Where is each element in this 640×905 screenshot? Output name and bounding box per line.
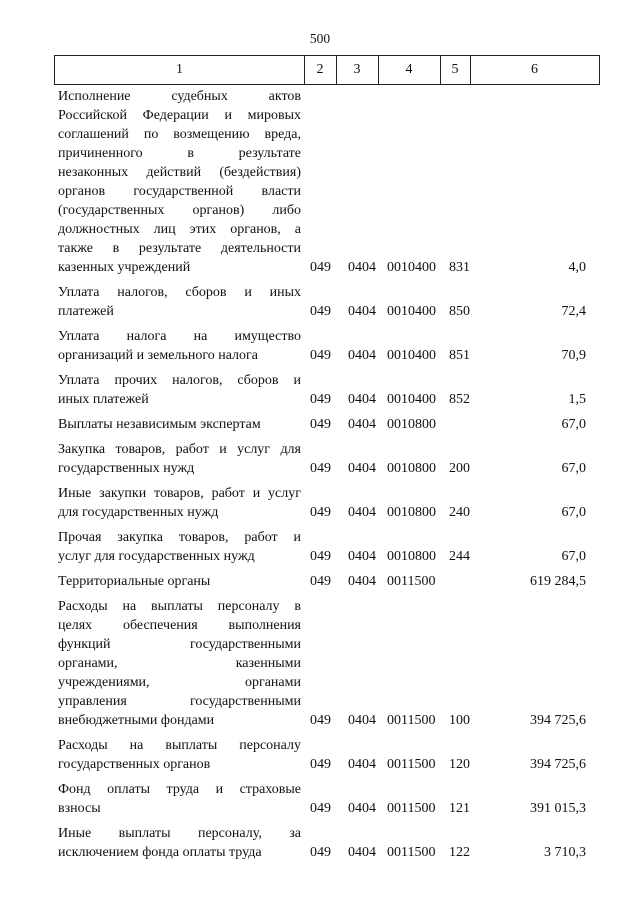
- row-name-line: Прочая закупка товаров, работ и: [58, 530, 301, 545]
- row-section: 0404: [348, 845, 376, 860]
- row-name-line: государственных органов: [58, 757, 211, 772]
- row-sum: 619 284,5: [530, 574, 586, 589]
- row-name-line: учреждениями, органами: [58, 675, 301, 690]
- table-header: [54, 55, 600, 85]
- row-name-line: Исполнение судебных актов: [58, 89, 301, 104]
- row-kind: 120: [449, 757, 470, 772]
- row-sum: 70,9: [561, 348, 586, 363]
- row-kind: 852: [449, 392, 470, 407]
- header-col-6: 6: [531, 62, 538, 77]
- row-name-line: иных платежей: [58, 392, 149, 407]
- row-section: 0404: [348, 304, 376, 319]
- row-article: 0011500: [387, 801, 436, 816]
- row-name-line: для государственных нужд: [58, 505, 219, 520]
- row-name-line: целях обеспечения выполнения: [58, 618, 301, 633]
- row-name: [58, 780, 301, 818]
- row-name-line: Уплата прочих налогов, сборов и: [58, 373, 301, 388]
- row-sum: 72,4: [561, 304, 586, 319]
- table-row: [0, 327, 640, 365]
- row-code: 049: [310, 417, 331, 432]
- row-name-line: Уплата налогов, сборов и иных: [58, 285, 301, 300]
- row-name: [58, 528, 301, 566]
- row-kind: 100: [449, 713, 470, 728]
- row-code: 049: [310, 348, 331, 363]
- row-section: 0404: [348, 260, 376, 275]
- row-sum: 67,0: [561, 417, 586, 432]
- row-name-line: организаций и земельного налога: [58, 348, 258, 363]
- row-code: 049: [310, 574, 331, 589]
- table-row: [0, 597, 640, 730]
- row-name-line: (государственных органов) либо: [58, 203, 301, 218]
- row-article: 0010400: [387, 260, 436, 275]
- row-sum: 394 725,6: [530, 757, 586, 772]
- row-name-line: взносы: [58, 801, 101, 816]
- row-code: 049: [310, 304, 331, 319]
- row-name-line: незаконных действий (бездействия): [58, 165, 301, 180]
- row-article: 0010400: [387, 348, 436, 363]
- row-article: 0011500: [387, 845, 436, 860]
- row-article: 0010800: [387, 549, 436, 564]
- row-section: 0404: [348, 392, 376, 407]
- row-code: 049: [310, 505, 331, 520]
- row-name: [58, 371, 301, 409]
- row-name-line: Иные закупки товаров, работ и услуг: [58, 486, 301, 501]
- table-row: [0, 780, 640, 818]
- row-sum: 67,0: [561, 505, 586, 520]
- row-code: 049: [310, 713, 331, 728]
- table-row: [0, 415, 640, 434]
- row-name: [58, 736, 301, 774]
- row-name-line: причиненного в результате: [58, 146, 301, 161]
- row-name-line: Иные выплаты персоналу, за: [58, 826, 301, 841]
- row-name: [58, 440, 301, 478]
- row-name-line: исключением фонда оплаты труда: [58, 845, 262, 860]
- row-article: 0010800: [387, 461, 436, 476]
- row-name-line: управления государственными: [58, 694, 301, 709]
- row-article: 0011500: [387, 574, 436, 589]
- row-code: 049: [310, 757, 331, 772]
- row-code: 049: [310, 392, 331, 407]
- row-kind: 122: [449, 845, 470, 860]
- row-article: 0010800: [387, 505, 436, 520]
- row-name-line: Расходы на выплаты персоналу в: [58, 599, 301, 614]
- row-name: [58, 484, 301, 522]
- row-section: 0404: [348, 713, 376, 728]
- row-name-line: услуг для государственных нужд: [58, 549, 255, 564]
- header-col-2: 2: [316, 62, 324, 77]
- header-col-3: 3: [353, 62, 361, 77]
- row-name-line: функций государственными: [58, 637, 301, 652]
- table-row: [0, 528, 640, 566]
- row-code: 049: [310, 845, 331, 860]
- row-code: 049: [310, 461, 331, 476]
- row-name: [58, 415, 301, 434]
- header-col-4: 4: [405, 62, 413, 77]
- row-section: 0404: [348, 757, 376, 772]
- row-name-line: Территориальные органы: [58, 574, 211, 589]
- row-code: 049: [310, 260, 331, 275]
- row-name-line: Закупка товаров, работ и услуг для: [58, 442, 301, 457]
- row-name: [58, 572, 301, 591]
- row-article: 0011500: [387, 757, 436, 772]
- table-row: [0, 440, 640, 478]
- row-section: 0404: [348, 505, 376, 520]
- row-name-line: Российской Федерации и мировых: [58, 108, 301, 123]
- row-kind: 850: [449, 304, 470, 319]
- row-article: 0010400: [387, 392, 436, 407]
- row-code: 049: [310, 549, 331, 564]
- header-col-1: 1: [176, 62, 183, 77]
- row-name: [58, 327, 301, 365]
- table-row: [0, 87, 640, 277]
- row-name-line: государственных нужд: [58, 461, 195, 476]
- row-kind: 851: [449, 348, 470, 363]
- row-sum: 67,0: [561, 461, 586, 476]
- row-sum: 3 710,3: [544, 845, 586, 860]
- row-sum: 67,0: [561, 549, 586, 564]
- table-row: [0, 484, 640, 522]
- row-name-line: внебюджетными фондами: [58, 713, 215, 728]
- table-row: [0, 736, 640, 774]
- row-article: 0011500: [387, 713, 436, 728]
- row-name-line: Фонд оплаты труда и страховые: [58, 782, 301, 797]
- row-name-line: платежей: [58, 304, 114, 319]
- row-name-line: Расходы на выплаты персоналу: [58, 738, 301, 753]
- row-kind: 240: [449, 505, 470, 520]
- row-kind: 121: [449, 801, 470, 816]
- row-section: 0404: [348, 461, 376, 476]
- row-sum: 1,5: [568, 392, 586, 407]
- row-name-line: казенных учреждений: [58, 260, 191, 275]
- row-name-line: также в результате деятельности: [58, 241, 301, 256]
- page-number: 500: [309, 31, 331, 46]
- table-row: [0, 283, 640, 321]
- row-article: 0010400: [387, 304, 436, 319]
- row-name-line: органами, казенными: [58, 656, 301, 671]
- row-code: 049: [310, 801, 331, 816]
- row-name: [58, 824, 301, 862]
- row-section: 0404: [348, 574, 376, 589]
- row-sum: 4,0: [568, 260, 586, 275]
- table-row: [0, 824, 640, 862]
- row-section: 0404: [348, 348, 376, 363]
- table-row: [0, 572, 640, 591]
- row-name-line: должностных лиц этих органов, а: [58, 222, 301, 237]
- row-sum: 391 015,3: [530, 801, 586, 816]
- row-section: 0404: [348, 417, 376, 432]
- row-kind: 831: [449, 260, 470, 275]
- row-section: 0404: [348, 801, 376, 816]
- row-name-line: соглашений по возмещению вреда,: [58, 127, 301, 142]
- row-name: [58, 87, 301, 277]
- row-section: 0404: [348, 549, 376, 564]
- row-kind: 244: [449, 549, 470, 564]
- row-sum: 394 725,6: [530, 713, 586, 728]
- row-name-line: Выплаты независимым экспертам: [58, 417, 261, 432]
- row-name: [58, 597, 301, 730]
- row-kind: 200: [449, 461, 470, 476]
- table-row: [0, 371, 640, 409]
- row-name-line: Уплата налога на имущество: [58, 329, 301, 344]
- row-name: [58, 283, 301, 321]
- row-article: 0010800: [387, 417, 436, 432]
- row-name-line: органов государственной власти: [58, 184, 301, 199]
- header-col-5: 5: [451, 62, 459, 77]
